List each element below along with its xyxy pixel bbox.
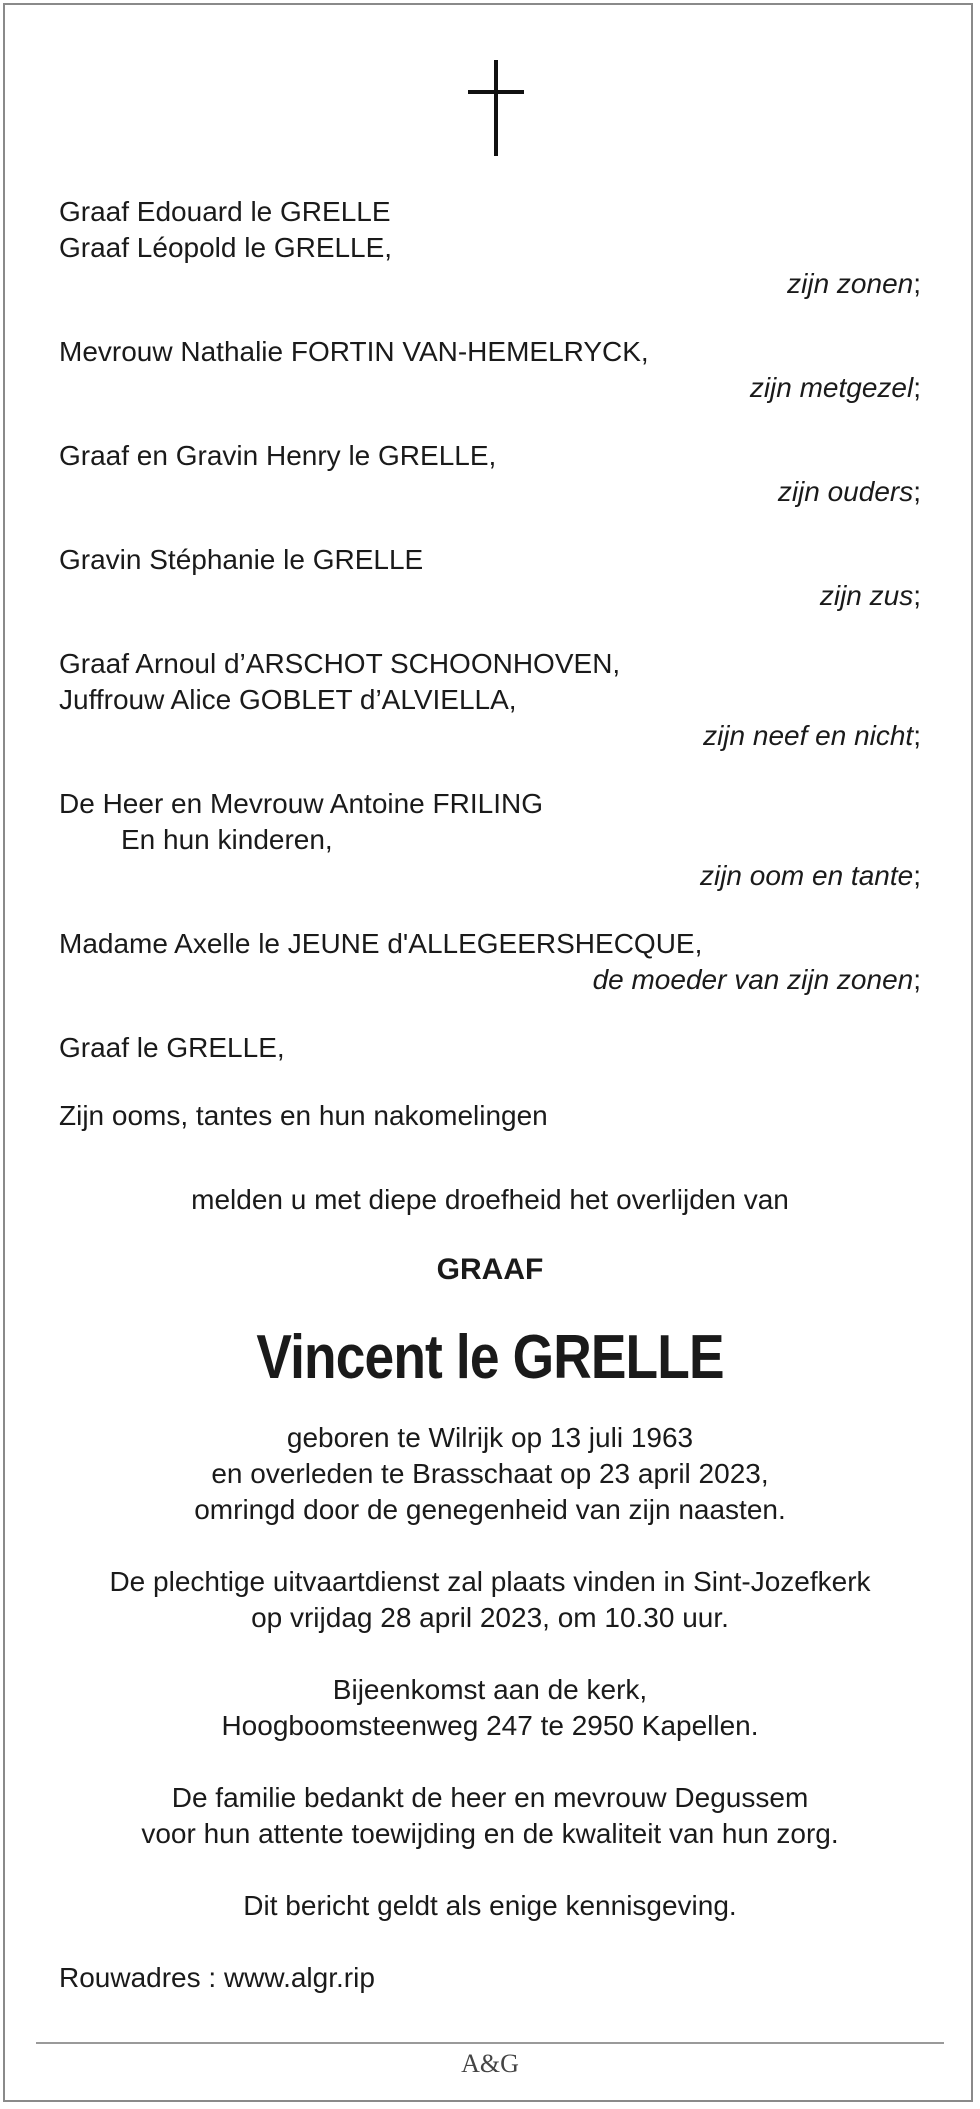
mother-of-sons: Madame Axelle le JEUNE d'ALLEGEERSHECQUE, [59, 928, 703, 959]
deceased-name: Vincent le GRELLE [256, 1323, 724, 1392]
role-sister: zijn zus; [819, 580, 921, 611]
extended-family: Zijn ooms, tantes en hun nakomelingen [59, 1100, 548, 1131]
cousin-2: Juffrouw Alice GOBLET d’ALVIELLA, [59, 684, 517, 715]
role-uncle-aunt: zijn oom en tante; [699, 860, 921, 891]
thanks-line-2: voor hun attente toewijding en de kwaliteit van hun zorg. [141, 1818, 839, 1849]
death-line: en overleden te Brasschaat op 23 april 2023, [211, 1458, 769, 1489]
notice-line: Dit bericht geldt als enige kennisgeving. [243, 1890, 737, 1921]
service-line-1: De plechtige uitvaartdienst zal plaats vinden in Sint-Jozefkerk [109, 1566, 871, 1597]
gathering-line-2: Hoogboomsteenweg 247 te 2950 Kapellen. [221, 1710, 759, 1741]
role-parents: zijn ouders; [777, 476, 921, 507]
service-line-2: op vrijdag 28 april 2023, om 10.30 uur. [251, 1602, 729, 1633]
son-1: Graaf Edouard le GRELLE [59, 196, 391, 227]
notice-block [59, 1888, 921, 1924]
gathering-block [59, 1672, 921, 1744]
grandfather: Graaf le GRELLE, [59, 1032, 285, 1063]
service-block [59, 1564, 921, 1636]
deceased-title: GRAAF [436, 1253, 544, 1286]
role-mother-of-sons: de moeder van zijn zonen; [592, 964, 921, 995]
son-2: Graaf Léopold le GRELLE, [59, 232, 393, 263]
uncle-aunt: De Heer en Mevrouw Antoine FRILING [59, 788, 543, 819]
birth-line: geboren te Wilrijk op 13 juli 1963 [286, 1422, 694, 1453]
role-sons: zijn zonen; [787, 268, 921, 299]
condolence-address: Rouwadres : www.algr.rip [59, 1962, 375, 1993]
partner: Mevrouw Nathalie FORTIN VAN-HEMELRYCK, [59, 336, 649, 367]
address-block [59, 1960, 921, 1996]
role-partner: zijn metgezel; [749, 372, 921, 403]
role-cousins: zijn neef en nicht; [703, 720, 921, 751]
surrounded-line: omringd door de genegenheid van zijn naasten. [194, 1494, 786, 1525]
latin-cross-icon [468, 60, 524, 156]
thanks-line-1: De familie bedankt de heer en mevrouw Degussem [171, 1782, 809, 1813]
cousin-1: Graaf Arnoul d’ARSCHOT SCHOONHOVEN, [59, 648, 621, 679]
thanks-block [59, 1780, 921, 1852]
obituary-body [59, 194, 921, 1996]
parents: Graaf en Gravin Henry le GRELLE, [59, 440, 497, 471]
sister: Gravin Stéphanie le GRELLE [59, 544, 424, 575]
gathering-line-1: Bijeenkomst aan de kerk, [332, 1674, 648, 1705]
announcement-intro: melden u met diepe droefheid het overlijden van [191, 1184, 789, 1215]
footer-divider [36, 2042, 944, 2044]
uncle-aunt-children: En hun kinderen, [121, 824, 333, 855]
publisher-mark: A&G [461, 2049, 519, 2078]
birth-death-block [59, 1420, 921, 1528]
